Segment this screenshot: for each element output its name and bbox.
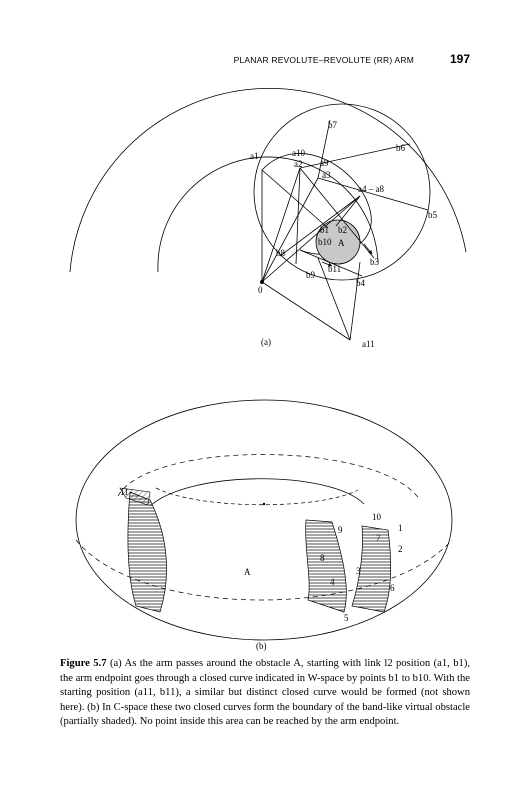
label-b2: b2 [338, 225, 347, 235]
point-label-9: 9 [338, 525, 343, 535]
point-label-10: 10 [372, 512, 381, 522]
point-label-5: 5 [344, 613, 349, 623]
center-point [263, 503, 265, 505]
label-b10: b10 [318, 237, 332, 247]
point-label-7: 7 [376, 533, 381, 543]
figure-caption [60, 657, 470, 730]
point-label-3: 3 [356, 566, 361, 576]
label-b7: b7 [328, 120, 337, 130]
label-b6: b6 [396, 143, 405, 153]
label-a2: a2 [294, 159, 303, 169]
caption-label: Figure 5.7 [60, 658, 107, 669]
label-a4-a8: a4 – a8 [358, 184, 384, 194]
label-b4: b4 [356, 278, 365, 288]
label-a9: a9 [320, 158, 329, 168]
region-label: A [244, 567, 251, 577]
running-head: PLANAR REVOLUTE–REVOLUTE (RR) ARM [233, 55, 414, 65]
torus-hole-lower [156, 488, 358, 505]
label-b11: b11 [328, 264, 342, 274]
label-a1: a1 [250, 151, 259, 161]
page-number: 197 [449, 52, 470, 66]
point-label-2: 2 [398, 544, 403, 554]
point-label-6: 6 [390, 583, 395, 593]
label-a10: a10 [292, 148, 305, 158]
label-a11: a11 [362, 339, 375, 349]
origin-label: 0 [258, 285, 263, 295]
label-b5: b5 [428, 210, 437, 220]
point-label-1: 1 [398, 523, 403, 533]
point-label-11: 11 [120, 487, 129, 497]
caption-text: (a) As the arm passes around the obstacle A, starting with link l2 position (a1, b1), the arm endpoint goes through a closed curve indicated in W-space by points b1 to b10. With the starting position (a11, b11), a similar but distinct closed curve would be formed (not shown here). (b) In C-space these two closed curves form the boundary of the band-like virtual obstacle (partially shaded). No point inside this area can be reached by the arm endpoint. [60, 658, 470, 728]
label-b9: b9 [306, 270, 315, 280]
label-b1: b1 [320, 225, 329, 235]
point-label-8: 8 [320, 553, 325, 563]
panel-label-b: (b) [256, 641, 267, 651]
label-b3: b3 [370, 257, 379, 267]
torus-inner-dashed-top [118, 454, 420, 500]
label-b8: b8 [276, 248, 285, 258]
obstacle-band-left [128, 492, 167, 612]
point-label-4: 4 [330, 577, 335, 587]
torus-hole-arc [150, 479, 364, 506]
panel-label-a: (a) [261, 337, 271, 347]
obstacle-label: A [338, 238, 345, 248]
label-a3: a3 [322, 170, 331, 180]
